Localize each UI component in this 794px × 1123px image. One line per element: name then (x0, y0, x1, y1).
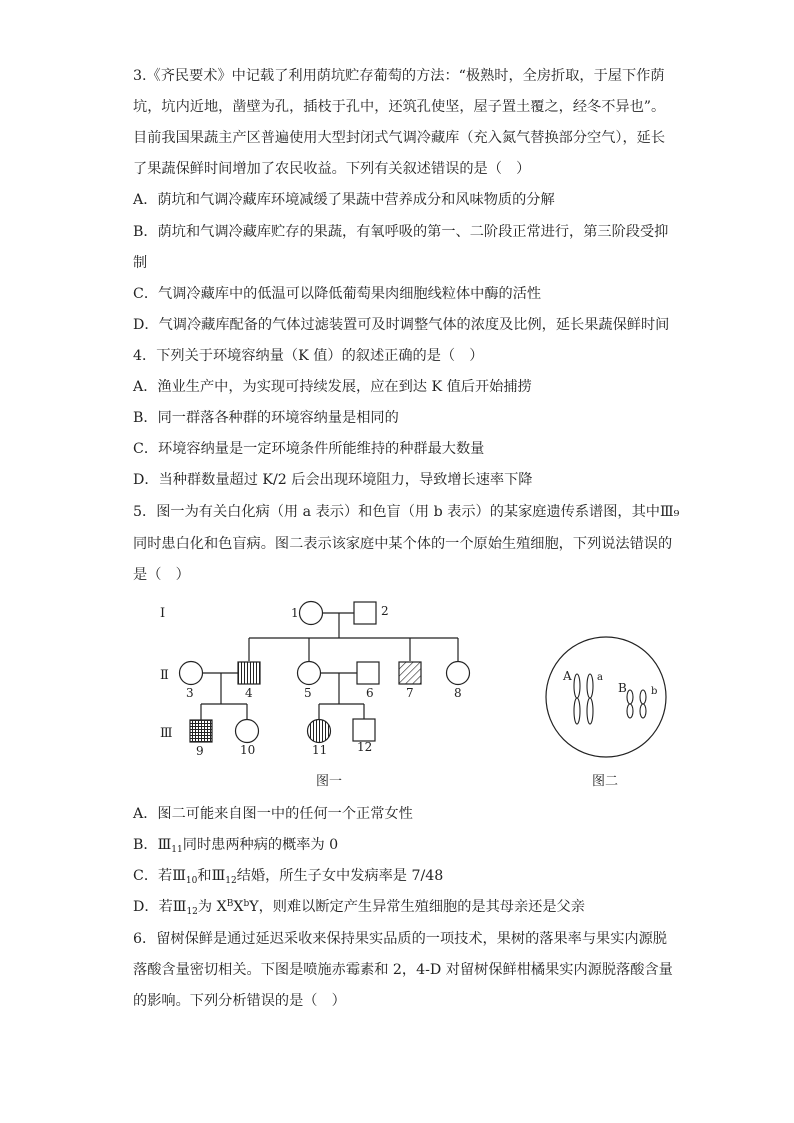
q4-option-b: B．同一群落各种群的环境容纳量是相同的 (133, 410, 399, 426)
q3-line-3: 目前我国果蔬主产区普遍使用大型封闭式气调冷藏库（充入氮气替换部分空气），延长 (133, 130, 666, 146)
individual-2-male (354, 602, 376, 624)
q5-option-c: C．若$Ⅲ_{10}$和$Ⅲ_{12}$结婚，所生子女中发病率是 7/48 (133, 868, 444, 886)
q6-line-3: 的影响。下列分析错误的是（ ） (133, 993, 346, 1009)
generation-label-i: Ⅰ (160, 606, 166, 621)
q3-line-4: 了果蔬保鲜时间增加了农民收益。下列有关叙述错误的是（ ） (133, 161, 531, 177)
q3-option-a: A．荫坑和气调冷藏库环境减缓了果蔬中营养成分和风味物质的分解 (133, 192, 555, 208)
label-5: 5 (304, 686, 312, 700)
individual-4-male-albinism (238, 662, 260, 684)
q3-option-b-line-2: 制 (133, 255, 148, 271)
label-9: 9 (196, 744, 204, 758)
label-6: 6 (366, 686, 374, 700)
q3-line-2: 坑，坑内近地，凿壁为孔，插枝于孔中，还筑孔使坚，屋子置土覆之，经冬不异也”。 (133, 99, 666, 115)
q4-option-d: D．当种群数量超过 K/2 后会出现环境阻力，导致增长速率下降 (133, 472, 533, 488)
q3-option-c: C．气调冷藏库中的低温可以降低葡萄果肉细胞线粒体中酶的活性 (133, 286, 542, 302)
individual-9-male-both (190, 720, 212, 742)
q3-option-b-line-1: B．荫坑和气调冷藏库贮存的果蔬，有氧呼吸的第一、二阶段正常进行，第三阶段受抑 (133, 224, 669, 240)
q3-line-1: 3.《齐民要术》中记载了利用荫坑贮存葡萄的方法：“极熟时，全房折取，于屋下作荫 (133, 68, 665, 84)
q3-option-d: D．气调冷藏库配备的气体过滤装置可及时调整气体的浓度及比例，延长果蔬保鲜时间 (133, 317, 670, 333)
individual-3-female (180, 662, 203, 685)
q5-line-3: 是（ ） (133, 567, 190, 583)
label-8: 8 (454, 686, 462, 700)
individual-7-male-colorblind (399, 662, 421, 684)
individual-6-male (357, 662, 379, 684)
q6-line-1: 6．留树保鲜是通过延迟采收来保持果实品质的一项技术，果树的落果率与果实内源脱 (133, 931, 667, 947)
label-11: 11 (312, 743, 328, 757)
primordial-germ-cell (546, 637, 666, 757)
gene-label-B: B (618, 681, 627, 695)
label-7: 7 (406, 686, 414, 700)
label-2: 2 (381, 604, 389, 618)
individual-11-female-albinism (308, 720, 331, 743)
generation-label-iii: Ⅲ (160, 726, 173, 741)
gene-label-a: a (597, 672, 603, 683)
q5-option-b: B．$Ⅲ_{11}$同时患两种病的概率为 0 (133, 837, 339, 855)
q4-option-a: A．渔业生产中，为实现可持续发展，应在到达 K 值后开始捕捞 (133, 379, 532, 395)
generation-label-ii: Ⅱ (160, 668, 169, 683)
label-10: 10 (240, 743, 256, 757)
q5-line-1: 5．图一为有关白化病（用 a 表示）和色盲（用 b 表示）的某家庭遗传系谱图，其中Ⅲ₉ (133, 504, 680, 520)
label-3: 3 (186, 686, 194, 700)
q4-stem: 4．下列关于环境容纳量（K 值）的叙述正确的是（ ） (133, 348, 484, 364)
gene-label-A: A (563, 669, 572, 683)
individual-10-female (236, 720, 259, 743)
label-12: 12 (357, 740, 373, 754)
individual-1-female (300, 602, 323, 625)
q5-option-d: D．若$Ⅲ_{12}$为 $X^BX^bY$，则难以断定产生异常生殖细胞的是其母亲还是父亲 (133, 899, 585, 917)
figure-2-caption: 图二 (592, 774, 619, 789)
q4-option-c: C．环境容纳量是一定环境条件所能维持的种群最大数量 (133, 441, 485, 457)
q5-line-2: 同时患白化和色盲病。图二表示该家庭中某个体的一个原始生殖细胞，下列说法错误的 (133, 536, 673, 552)
label-1: 1 (291, 606, 299, 620)
individual-12-male (353, 719, 375, 741)
figure-1-caption: 图一 (316, 774, 343, 789)
q6-line-2: 落酸含量密切相关。下图是喷施赤霉素和 2，4-D 对留树保鲜柑橘果实内源脱落酸含量 (133, 962, 673, 978)
gene-label-b: b (651, 686, 658, 697)
individual-5-female (298, 662, 321, 685)
individual-8-female (447, 662, 470, 685)
q5-option-a: A．图二可能来自图一中的任何一个正常女性 (133, 806, 413, 822)
label-4: 4 (245, 686, 253, 700)
